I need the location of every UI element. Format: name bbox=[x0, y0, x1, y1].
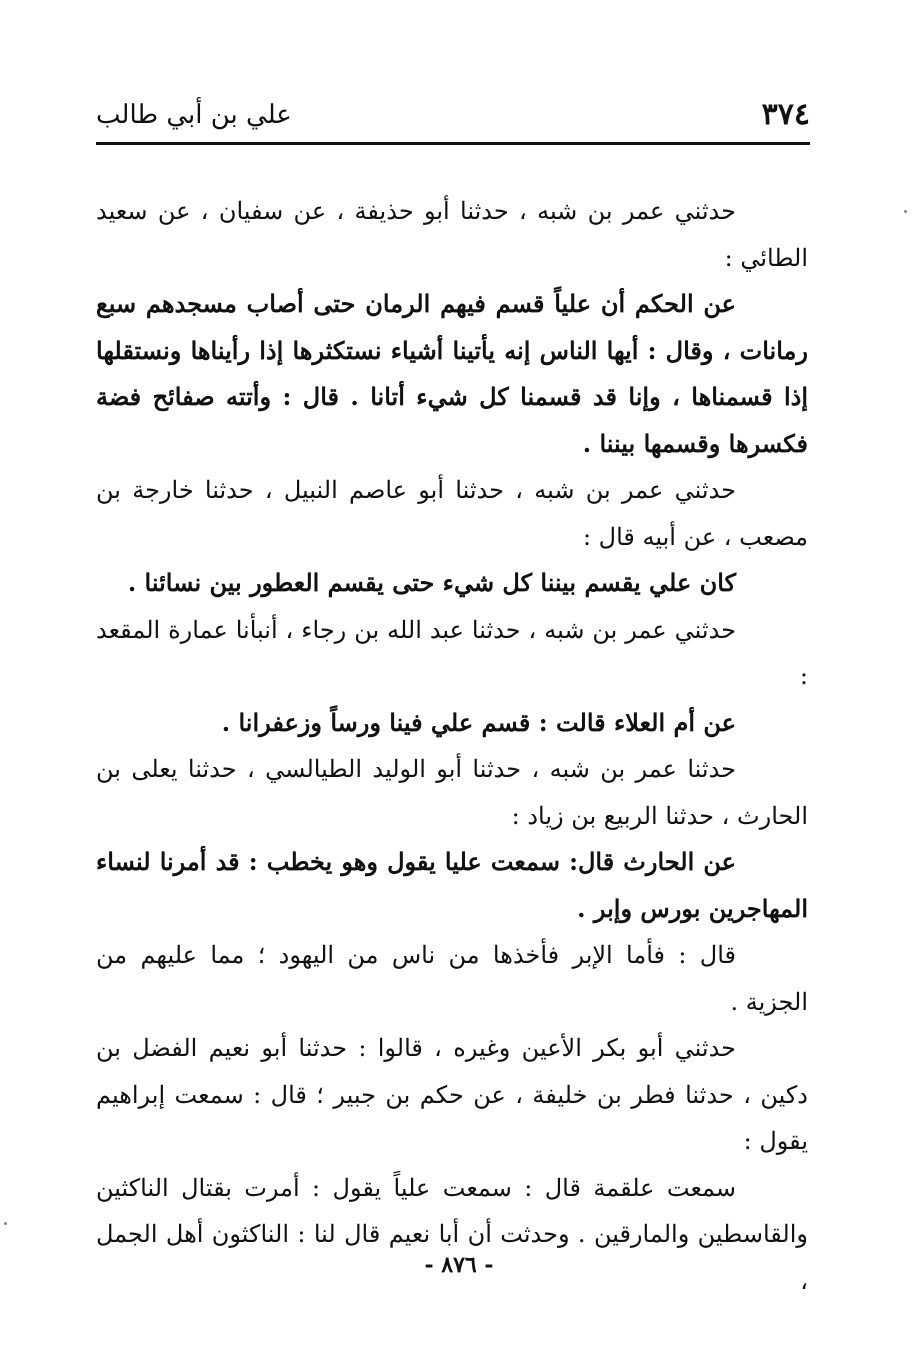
header-title: علي بن أبي طالب bbox=[96, 100, 292, 130]
paragraph: حدثني عمر بن شبه ، حدثنا أبو حذيفة ، عن سفيان ، عن سعيد الطائي : bbox=[96, 197, 808, 272]
paragraph: عن الحكم أن علياً قسم فيهم الرمان حتى أصاب مسجدهم سبع رمانات ، وقال : أيها الناس إنه يأتينا أشياء نستكثرها إذا رأيناها ونستقلها إذا قسمناها ، وإنا قد قسمنا كل شيء أتانا . قال : وأتته صفائح فضة فكسرها وقسمها بيننا . bbox=[96, 289, 808, 458]
paragraph: قال : فأما الإبر فأخذها من ناس من اليهود ؛ مما عليهم من الجزية . bbox=[96, 941, 808, 1016]
paragraph: عن أم العلاء قالت : قسم علي فينا ورساً وزعفرانا . bbox=[221, 707, 736, 737]
scan-speck bbox=[4, 1222, 7, 1225]
paragraph: سمعت علقمة قال : سمعت علياً يقول : أمرت بقتال الناكثين والقاسطين والمارقين . وحدثت أن أبا نعيم قال لنا : الناكثون أهل الجمل ، bbox=[96, 1173, 808, 1295]
paragraph: حدثني عمر بن شبه ، حدثنا عبد الله بن رجاء ، أنبأنا عمارة المقعد : bbox=[96, 615, 808, 690]
paragraph: كان علي يقسم بيننا كل شيء حتى يقسم العطور بين نسائنا . bbox=[127, 568, 736, 597]
paragraph: حدثني أبو بكر الأعين وغيره ، قالوا : حدثنا أبو نعيم الفضل بن دكين ، حدثنا فطر بن خليفة ، عن حكم بن جبير ؛ قال : سمعت إبراهيم يقول : bbox=[96, 1034, 808, 1155]
paragraph: حدثني عمر بن شبه ، حدثنا أبو عاصم النبيل ، حدثنا خارجة بن مصعب ، عن أبيه قال : bbox=[96, 476, 808, 551]
running-header bbox=[96, 86, 810, 142]
paragraph: عن الحارث قال: سمعت عليا يقول وهو يخطب : قد أمرنا لنساء المهاجرين بورس وإبر . bbox=[96, 847, 808, 923]
body-text bbox=[96, 188, 808, 1304]
scan-speck bbox=[904, 210, 907, 213]
footer-page-number: - ٨٧٦ - bbox=[424, 1252, 494, 1278]
header-page-number: ٣٧٤ bbox=[761, 97, 810, 132]
header-rule bbox=[96, 142, 810, 145]
paragraph: حدثنا عمر بن شبه ، حدثنا أبو الوليد الطيالسي ، حدثنا يعلى بن الحارث ، حدثنا الربيع بن زياد : bbox=[96, 755, 808, 830]
